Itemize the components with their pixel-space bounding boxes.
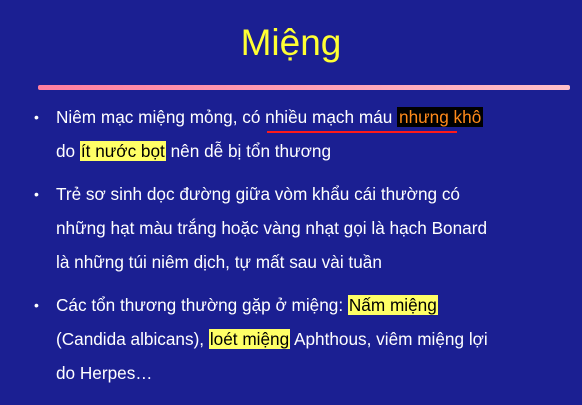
red-underline bbox=[267, 131, 457, 133]
bullet-item-2 bbox=[0, 177, 582, 279]
bullet-3-line-2 bbox=[56, 322, 564, 356]
bullet-2-line-2: những hạt màu trắng hoặc vàng nhạt gọi là hạch Bonard bbox=[56, 218, 487, 238]
bullet-1-line-1 bbox=[56, 100, 564, 134]
slide-title: Miệng bbox=[240, 22, 342, 63]
highlight-dry: nhưng khô bbox=[399, 107, 482, 127]
highlight-little-saliva: ít nước bọt bbox=[80, 141, 165, 161]
bullet-list bbox=[0, 100, 582, 399]
bullet-item-3 bbox=[0, 288, 582, 390]
highlight-thrush: Nấm miệng bbox=[348, 295, 437, 315]
bullet-dot-icon: • bbox=[34, 109, 39, 125]
bullet-3-line-3: do Herpes… bbox=[56, 363, 153, 383]
bullet-2-line-3: là những túi niêm dịch, tự mất sau vài tuần bbox=[56, 252, 382, 272]
bullet-1-text-b: do bbox=[56, 141, 80, 161]
bullet-3-line-1 bbox=[56, 288, 564, 322]
bullet-2-line-1: Trẻ sơ sinh dọc đường giữa vòm khẩu cái thường có bbox=[56, 184, 460, 204]
bullet-1-line-2 bbox=[56, 134, 564, 168]
bullet-3-text-a: Các tổn thương thường gặp ở miệng: bbox=[56, 295, 348, 315]
bullet-dot-icon: • bbox=[34, 186, 39, 202]
bullet-1-text-a: Niêm mạc miệng mỏng, có nhiều mạch máu bbox=[56, 107, 398, 127]
bullet-dot-icon: • bbox=[34, 297, 39, 313]
title-divider bbox=[38, 85, 570, 90]
bullet-item-1 bbox=[0, 100, 582, 168]
bullet-3-text-b: (Candida albicans), bbox=[56, 329, 209, 349]
bullet-3-text-c: Aphthous, viêm miệng lợi bbox=[290, 329, 488, 349]
bullet-1-text-c: nên dễ bị tổn thương bbox=[165, 141, 332, 161]
highlight-ulcer: loét miệng bbox=[209, 329, 290, 349]
